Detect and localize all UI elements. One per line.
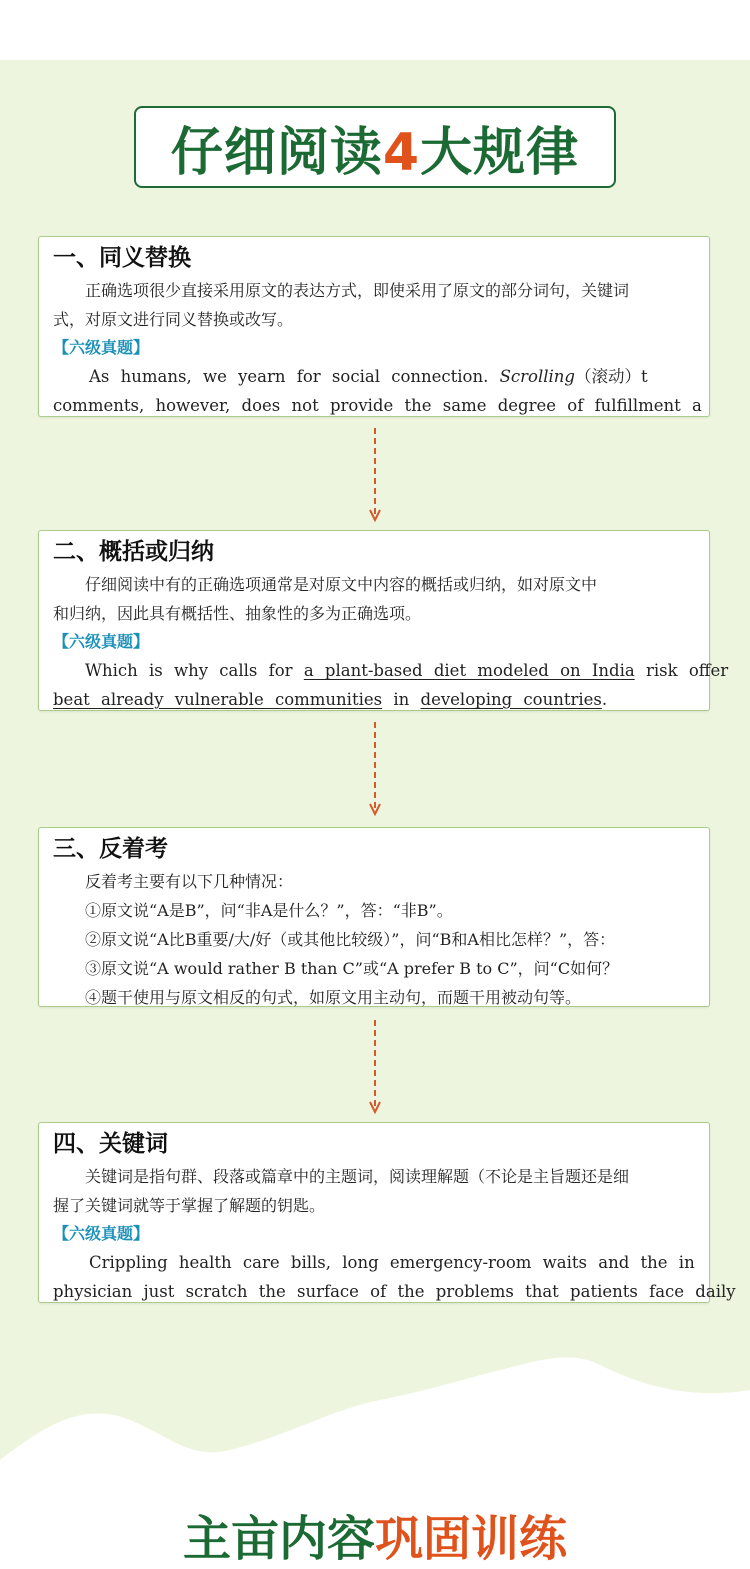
example-sentence [53, 362, 709, 391]
page-title [171, 110, 579, 185]
section-text: 和归纳，因此具有概括性、抽象性的多为正确选项。 [53, 604, 422, 623]
exam-tag: 【六级真题】 [53, 632, 150, 651]
title-main: 仔细阅读 [170, 122, 383, 183]
arrow-down-icon [369, 428, 381, 524]
section-text: 握了关键词就等于掌握了解题的钥匙。 [53, 1196, 326, 1215]
page-title-box [134, 106, 616, 188]
example-underlined: a plant-based diet modeled on India [303, 661, 635, 680]
example-italic: Scrolling [499, 367, 575, 386]
example-sentence: comments, however, does not provide the same degree of fulfillment a [53, 396, 702, 415]
rule-card-summary [38, 530, 729, 711]
example-text: As humans, we yearn for social connection. [89, 367, 500, 386]
next-section-title [0, 1500, 750, 1569]
example-sentence: physician just scratch the surface of the problems that patients face daily [53, 1282, 736, 1301]
rule-card-keyword [38, 1122, 736, 1303]
section-heading: 四、关键词 [53, 1131, 168, 1157]
section-text: ②原文说“A比B重要/大/好（或其他比较级）”，问“B和A相比怎样？”，答： [85, 930, 616, 949]
example-underlined: developing countries [420, 690, 602, 709]
example-sentence [53, 685, 709, 714]
next-title-accent: 巩固训练 [375, 1511, 568, 1567]
section-text: ①原文说“A是B”，问“非A是什么？”，答：“非B”。 [85, 901, 453, 920]
next-title-main: 主亩内容 [182, 1511, 375, 1567]
section-text: ④题干使用与原文相反的句式，如原文用主动句，而题干用被动句等。 [85, 988, 582, 1007]
exam-tag: 【六级真题】 [53, 1224, 150, 1243]
rule-card-synonym [38, 236, 710, 417]
example-sentence: Crippling health care bills, long emergency-room waits and the in [89, 1253, 695, 1272]
example-text: Which is why calls for [85, 661, 304, 680]
example-text: . [601, 690, 608, 709]
title-tail: 大规律 [420, 122, 580, 183]
section-text: 仔细阅读中有的正确选项通常是对原文中内容的概括或归纳，如对原文中 [85, 575, 598, 594]
title-number: 4 [382, 122, 421, 183]
example-text: in [382, 690, 421, 709]
section-heading: 二、概括或归纳 [53, 539, 214, 565]
exam-tag: 【六级真题】 [53, 338, 150, 357]
section-text: 反着考主要有以下几种情况： [85, 872, 294, 891]
example-sentence [53, 656, 729, 685]
arrow-down-icon [369, 1020, 381, 1116]
section-text: 式，对原文进行同义替换或改写。 [53, 310, 294, 329]
arrow-down-icon [369, 722, 381, 818]
rule-card-reverse [38, 827, 710, 1007]
example-underlined: beat already vulnerable communities [53, 690, 383, 709]
section-text: 正确选项很少直接采用原文的表达方式，即使采用了原文的部分词句，关键词 [85, 281, 630, 300]
example-text: risk offer [634, 661, 729, 680]
section-heading: 三、反着考 [53, 836, 168, 862]
section-text: 关键词是指句群、段落或篇章中的主题词，阅读理解题（不论是主旨题还是细 [85, 1167, 630, 1186]
section-heading: 一、同义替换 [53, 245, 191, 271]
example-text: （滚动）t [575, 367, 648, 386]
top-margin [0, 0, 750, 60]
section-text: ③原文说“A would rather B than C”或“A prefer B to C”，问“C如何？ [85, 959, 619, 978]
